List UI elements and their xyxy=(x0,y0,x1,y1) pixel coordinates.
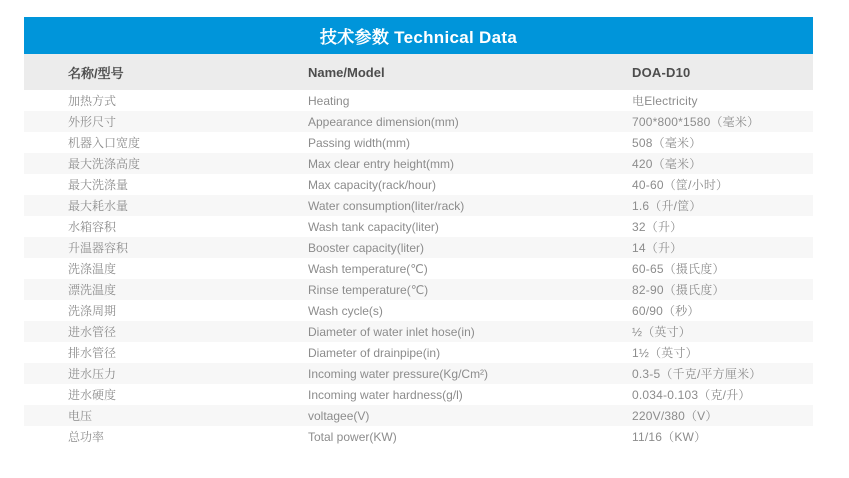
row-label-cn: 机器入口宽度 xyxy=(68,136,141,150)
row-label-cn: 洗涤周期 xyxy=(68,304,117,318)
row-label-cn: 漂洗温度 xyxy=(24,279,308,300)
row-value: 0.3-5（千克/平方厘米） xyxy=(632,363,813,384)
row-label-en: Wash tank capacity(liter) xyxy=(308,219,439,234)
row-label-cn: 最大洗涤量 xyxy=(68,178,129,192)
table-body xyxy=(24,90,813,447)
table-row xyxy=(24,384,813,405)
row-label-cn: 进水压力 xyxy=(24,363,308,384)
table-row xyxy=(24,195,813,216)
table-row xyxy=(24,426,813,447)
table-row xyxy=(24,90,813,111)
table-row xyxy=(24,321,813,342)
row-label-en: Water consumption(liter/rack) xyxy=(308,195,632,216)
row-label-cn: 最大洗涤高度 xyxy=(24,153,308,174)
row-label-cn: 升温器容积 xyxy=(24,237,308,258)
row-label-cn: 最大耗水量 xyxy=(24,195,308,216)
table-row xyxy=(24,300,813,321)
row-label-en: Max clear entry height(mm) xyxy=(308,153,632,174)
row-label-cn: 外形尺寸 xyxy=(24,111,308,132)
row-label-en: Max capacity(rack/hour) xyxy=(308,177,437,192)
row-value: 32（升） xyxy=(632,220,683,234)
row-value: 14（升） xyxy=(632,237,813,258)
table-row xyxy=(24,216,813,237)
row-label-cn: 电压 xyxy=(24,405,308,426)
row-value: 1½（英寸） xyxy=(632,346,698,360)
table-row xyxy=(24,237,813,258)
row-label-en: Appearance dimension(mm) xyxy=(308,111,632,132)
row-label-en: Wash cycle(s) xyxy=(308,303,383,318)
col-header-model: DOA-D10 xyxy=(632,54,813,90)
row-value: 60-65（摄氏度） xyxy=(632,262,725,276)
page-title: 技术参数 Technical Data xyxy=(319,28,518,47)
row-label-cn: 加热方式 xyxy=(68,94,117,108)
table-row xyxy=(24,342,813,363)
col-header-name-cn: 名称/型号 xyxy=(24,54,308,90)
row-value: 508（毫米） xyxy=(632,136,702,150)
row-label-en: Heating xyxy=(308,93,350,108)
row-value: 700*800*1580（毫米） xyxy=(632,111,813,132)
row-value: 60/90（秒） xyxy=(632,304,700,318)
row-value: 1.6（升/筐） xyxy=(632,195,813,216)
row-label-cn: 进水管径 xyxy=(24,321,308,342)
table-row xyxy=(24,405,813,426)
spec-table xyxy=(24,54,813,447)
row-label-en: Wash temperature(℃) xyxy=(308,261,428,276)
table-row xyxy=(24,258,813,279)
row-value: 11/16（KW） xyxy=(632,430,707,444)
row-label-en: Incoming water pressure(Kg/Cm²) xyxy=(308,363,632,384)
table-row xyxy=(24,132,813,153)
row-label-en: Rinse temperature(℃) xyxy=(308,279,632,300)
row-label-cn: 进水硬度 xyxy=(68,388,117,402)
table-header-row xyxy=(24,54,813,90)
row-value: 82-90（摄氏度） xyxy=(632,279,813,300)
table-row xyxy=(24,153,813,174)
row-label-en: Total power(KW) xyxy=(308,429,397,444)
title-bar xyxy=(24,17,813,54)
table-row xyxy=(24,363,813,384)
row-value: 40-60（筐/小时） xyxy=(632,178,729,192)
row-label-en: Incoming water hardness(g/l) xyxy=(308,387,463,402)
row-value: ½（英寸） xyxy=(632,321,813,342)
row-label-cn: 排水管径 xyxy=(68,346,117,360)
table-row xyxy=(24,174,813,195)
row-label-cn: 总功率 xyxy=(68,430,105,444)
row-label-en: voltagee(V) xyxy=(308,405,632,426)
row-value: 220V/380（V） xyxy=(632,405,813,426)
row-label-cn: 水箱容积 xyxy=(68,220,117,234)
row-label-cn: 洗涤温度 xyxy=(68,262,117,276)
row-value: 电Electricity xyxy=(632,94,698,108)
row-label-en: Passing width(mm) xyxy=(308,135,411,150)
row-label-en: Booster capacity(liter) xyxy=(308,237,632,258)
technical-data-sheet xyxy=(24,17,813,447)
col-header-name-en: Name/Model xyxy=(308,54,632,90)
table-row xyxy=(24,279,813,300)
row-value: 0.034-0.103（克/升） xyxy=(632,388,751,402)
row-value: 420（毫米） xyxy=(632,153,813,174)
row-label-en: Diameter of water inlet hose(in) xyxy=(308,321,632,342)
table-row xyxy=(24,111,813,132)
row-label-en: Diameter of drainpipe(in) xyxy=(308,345,441,360)
